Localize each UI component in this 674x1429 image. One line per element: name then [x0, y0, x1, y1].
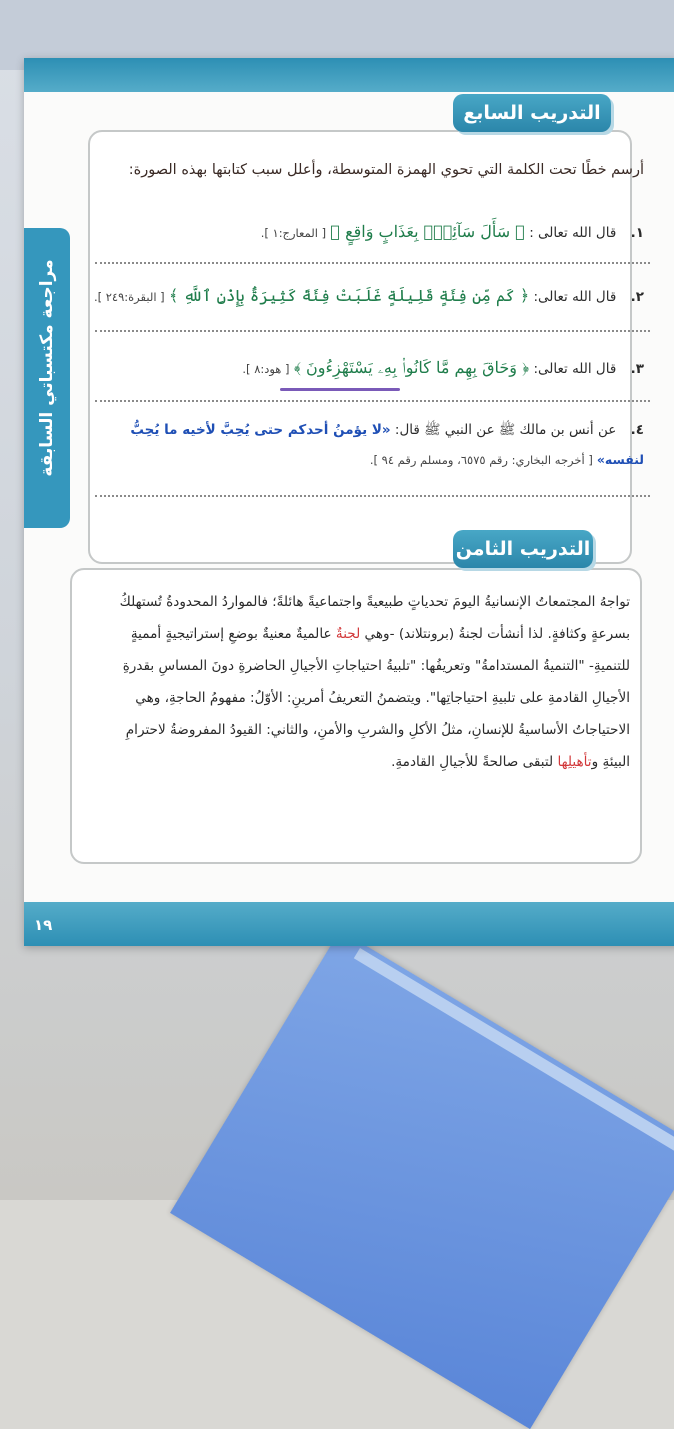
- verse-reference: [ البقرة:٢٤٩ ].: [93, 290, 165, 304]
- question-number: ١.: [630, 225, 644, 241]
- question-intro: قال الله تعالى:: [533, 361, 617, 377]
- pen-underline-mark: [280, 388, 400, 391]
- paragraph-line: الأجيالِ القادمةِ على تلبيةِ احتياجاتِها". ويتضمنُ التعريفُ أمرينِ: الأوّلُ: مفهومُ الحاجةِ، وهي: [135, 690, 630, 706]
- paragraph-line: تواجهُ المجتمعاتُ الإنسانيةُ اليومَ تحدياتٍ طبيعيةً واجتماعيةً هائلةً؛ فالمواردُ المحدودةُ تُستهلكُ: [119, 594, 630, 610]
- exercise-8-box: [70, 568, 642, 864]
- quran-verse: ﴿ كَم مِّن فِئَةٍ قَلِيلَةٍ غَلَبَتْ فِئَةً كَثِيرَةًۢ بِإِذْنِ ٱللَّهِ ﴾: [168, 286, 530, 305]
- question-2: [94, 286, 644, 305]
- exercise-8-title: التدريب الثامن: [453, 530, 593, 568]
- quran-verse: ﴿ سَأَلَ سَآئِلٌۢ بِعَذَابٍ وَاقِعٍ ﴾: [330, 222, 525, 241]
- answer-line[interactable]: [95, 262, 650, 264]
- paragraph-line: بسرعةٍ وكثافةٍ. لذا أنشأت لجنةُ (برونتلاند) -وهي لجنةٌ عالميةٌ معنيةٌ بوضعِ إستراتيجيةٍ أمميةٍ: [130, 626, 630, 642]
- question-intro: قال الله تعالى:: [533, 289, 617, 305]
- answer-line[interactable]: [95, 495, 650, 497]
- verse-reference: [ هود:٨ ].: [242, 362, 290, 376]
- highlighted-word: لجنةٌ: [335, 626, 361, 642]
- answer-line[interactable]: [95, 400, 650, 402]
- question-intro: عن أنس بن مالك ﷺ عن النبي ﷺ قال:: [394, 422, 617, 438]
- page-bottom-band: [24, 902, 674, 946]
- question-4: [130, 421, 644, 441]
- page-top-band: [24, 58, 674, 92]
- question-4-continuation: [370, 452, 644, 467]
- quran-verse: ﴿ وَحَاقَ بِهِم مَّا كَانُوا۟ بِهِۦ يَسْتَهْزِءُونَ ﴾: [293, 358, 530, 377]
- paragraph-line: البيئةِ وتأهيلِها لتبقى صالحةً للأجيالِ القادمةِ.: [391, 754, 630, 770]
- answer-line[interactable]: [95, 330, 650, 332]
- question-number: ٢.: [630, 289, 644, 305]
- question-number: ٣.: [630, 361, 644, 377]
- paragraph-line: للتنميةِ- "التنميةُ المستدامةُ" وتعريفُها: "تلبيةُ احتياجاتِ الأجيالِ الحاضرةِ دونَ المساسِ بقدرةِ: [122, 658, 630, 674]
- hadith-text: «لا يؤمنُ أحدكم حتى يُحِبَّ لأخيه ما يُحِبُّ: [130, 422, 391, 438]
- question-intro: قال الله تعالى :: [529, 225, 617, 241]
- side-tab-label: مراجعة مكتسباتي السابقة: [37, 259, 57, 477]
- highlighted-word: تأهيلِها: [557, 754, 592, 770]
- hadith-reference: [ أخرجه البخاري: رقم ٦٥٧٥، ومسلم رقم ٩٤ ].: [369, 453, 593, 467]
- side-tab: [24, 228, 70, 528]
- verse-reference: [ المعارج:١ ].: [260, 226, 327, 240]
- question-3: [242, 358, 644, 378]
- exercise-7-instruction: أرسم خطًا تحت الكلمة التي تحوي الهمزة المتوسطة، وأعلل سبب كتابتها بهذه الصورة:: [128, 162, 644, 178]
- exercise-7-title: التدريب السابع: [453, 94, 611, 132]
- page-number: ١٩: [34, 916, 53, 934]
- question-number: ٤.: [630, 422, 644, 438]
- question-1: [261, 222, 644, 241]
- exercise-7-box: [88, 130, 632, 564]
- paragraph-line: الاحتياجاتُ الأساسيةُ للإنسانِ، مثلُ الأكلِ والشربِ والأمنِ، والثاني: القيودُ المفروضةُ لاحترامِ: [125, 722, 630, 738]
- hadith-text-end: لنفسه»: [596, 452, 644, 467]
